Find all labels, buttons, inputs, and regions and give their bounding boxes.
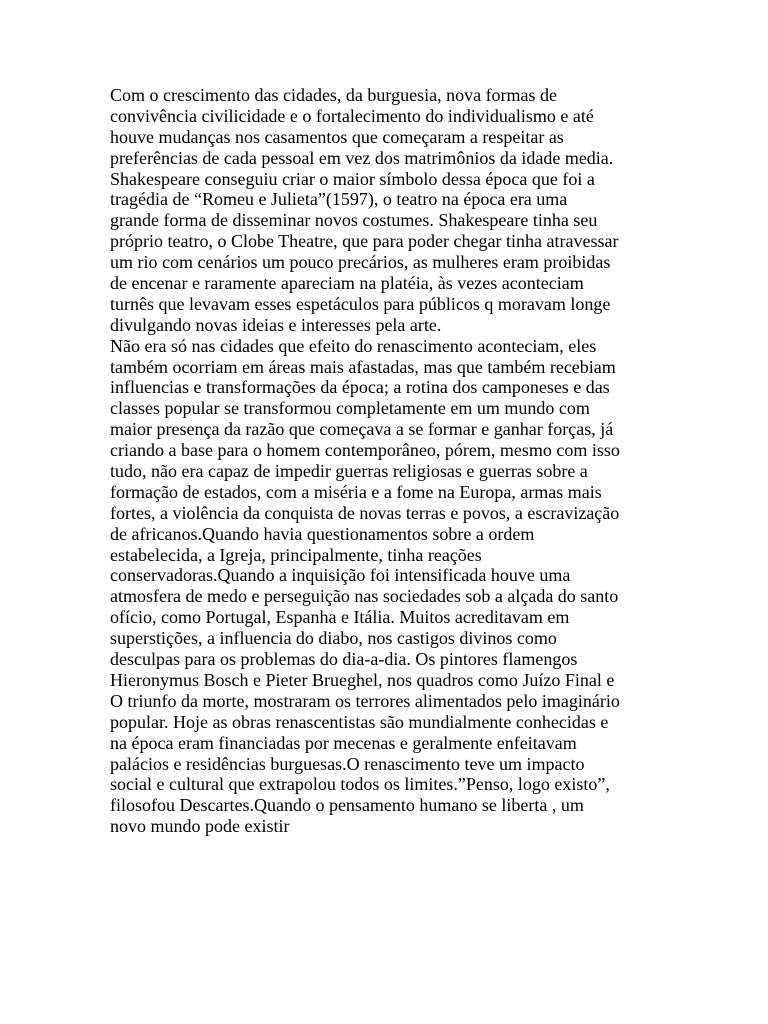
text-line: de africanos.Quando havia questionamentos sobre a ordem [110, 523, 535, 544]
text-line: palácios e residências burguesas.O renascimento teve um impacto [110, 753, 585, 774]
text-line: houve mudanças nos casamentos que começaram a respeitar as [110, 126, 564, 147]
text-line: O triunfo da morte, mostraram os terrores alimentados pelo imaginário [110, 690, 620, 711]
text-line: um rio com cenários um pouco precários, as mulheres eram proibidas [110, 252, 611, 273]
text-line: divulgando novas ideias e interesses pela arte. [110, 314, 442, 335]
text-line: Hieronymus Bosch e Pieter Brueghel, nos quadros como Juízo Final e [110, 669, 615, 690]
text-line: ofício, como Portugal, Espanha e Itália. Muitos acreditavam em [110, 607, 570, 628]
text-line: grande forma de disseminar novos costumes. Shakespeare tinha seu [110, 210, 598, 231]
paragraph-1 [110, 85, 690, 336]
text-line: novo mundo pode existir [110, 816, 290, 837]
text-line: convivência civilicidade e o fortalecimento do individualismo e até [110, 105, 594, 126]
text-line: social e cultural que extrapolou todos os limites.”Penso, logo existo”, [110, 774, 610, 795]
text-line: maior presença da razão que começava a se formar e ganhar forças, já [110, 419, 614, 440]
paragraph-2 [110, 336, 690, 837]
text-line: preferências de cada pessoal em vez dos matrimônios da idade media. [110, 147, 614, 168]
text-line: criando a base para o homem contemporâneo, pórem, mesmo com isso [110, 440, 620, 461]
text-line: tragédia de “Romeu e Julieta”(1597), o teatro na época era uma [110, 189, 568, 210]
text-line: influencias e transformações da época; a rotina dos camponeses e das [110, 377, 610, 398]
text-line: Com o crescimento das cidades, da burguesia, nova formas de [110, 85, 558, 105]
text-line: fortes, a violência da conquista de novas terras e povos, a escravização [110, 502, 620, 523]
text-line: estabelecida, a Igreja, principalmente, tinha reações [110, 544, 482, 565]
text-line: desculpas para os problemas do dia-a-dia. Os pintores flamengos [110, 649, 578, 670]
text-line: filosofou Descartes.Quando o pensamento humano se liberta , um [110, 795, 584, 816]
text-line: também ocorriam em áreas mais afastadas, mas que também recebiam [110, 356, 616, 377]
text-line: popular. Hoje as obras renascentistas são mundialmente conhecidas e [110, 711, 609, 732]
text-line: classes popular se transformou completamente em um mundo com [110, 398, 590, 419]
text-line: tudo, não era capaz de impedir guerras religiosas e guerras sobre a [110, 461, 588, 482]
text-line: turnês que levavam esses espetáculos para públicos q moravam longe [110, 293, 611, 314]
text-line: superstições, a influencia do diabo, nos castigos divinos como [110, 628, 557, 649]
text-line: conservadoras.Quando a inquisição foi intensificada houve uma [110, 565, 571, 586]
body-text [110, 85, 690, 837]
text-line: atmosfera de medo e perseguição nas sociedades sob a alçada do santo [110, 586, 619, 607]
text-line: Não era só nas cidades que efeito do renascimento aconteciam, eles [110, 335, 597, 356]
text-line: de encenar e raramente apareciam na platéia, às vezes aconteciam [110, 273, 584, 294]
text-line: formação de estados, com a miséria e a fome na Europa, armas mais [110, 481, 602, 502]
text-line: próprio teatro, o Clobe Theatre, que para poder chegar tinha atravessar [110, 231, 619, 252]
text-line: na época eram financiadas por mecenas e geralmente enfeitavam [110, 732, 577, 753]
text-line: Shakespeare conseguiu criar o maior símbolo dessa época que foi a [110, 168, 595, 189]
